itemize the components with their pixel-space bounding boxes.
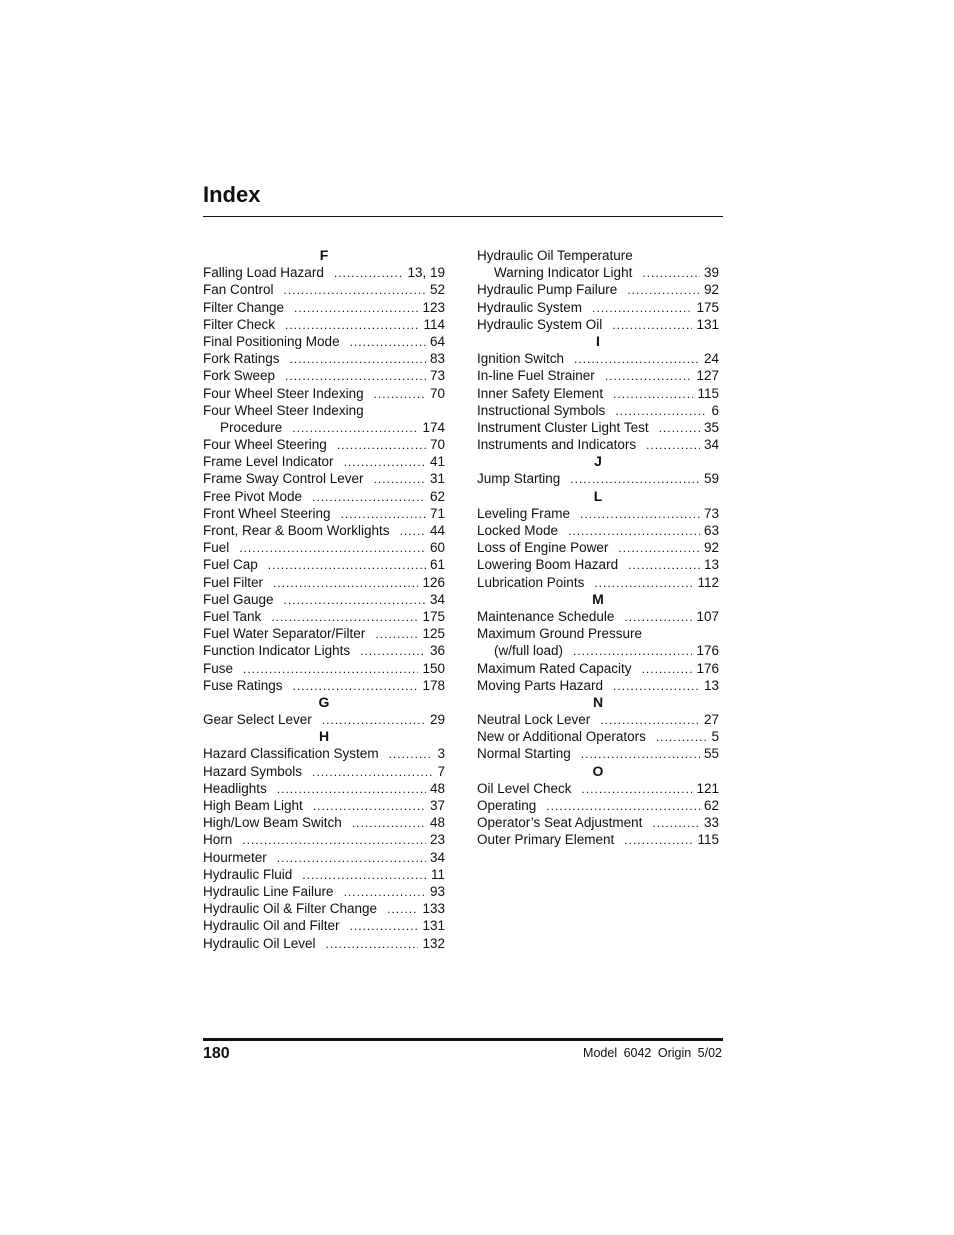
index-entry-page: 107 bbox=[696, 608, 719, 624]
index-entry bbox=[203, 660, 445, 677]
dot-leader bbox=[273, 575, 418, 592]
index-entry bbox=[203, 505, 445, 522]
index-entry-label: Fuel Water Separator/Filter bbox=[203, 626, 366, 642]
index-entry bbox=[203, 385, 445, 402]
index-entry bbox=[477, 385, 719, 402]
index-entry bbox=[203, 814, 445, 831]
index-entry-label: Jump Starting bbox=[477, 471, 561, 487]
index-entry-label: Operating bbox=[477, 798, 537, 813]
index-entry-page: 13, 19 bbox=[407, 265, 445, 281]
index-entry bbox=[203, 333, 445, 350]
dot-leader bbox=[277, 781, 426, 798]
index-entry-page: 48 bbox=[429, 780, 445, 796]
index-entry-label: Hydraulic Pump Failure bbox=[477, 282, 618, 298]
index-entry-label: Neutral Lock Lever bbox=[477, 712, 591, 728]
dot-leader bbox=[546, 798, 700, 815]
index-entry-page: 73 bbox=[703, 505, 719, 521]
index-entry-label: Ignition Switch bbox=[477, 351, 565, 367]
index-entry-page: 62 bbox=[703, 798, 719, 813]
dot-leader bbox=[581, 746, 700, 763]
index-entry-label: New or Additional Operators bbox=[477, 729, 646, 745]
index-entry-page: 33 bbox=[703, 815, 719, 831]
index-letter-heading: L bbox=[593, 487, 603, 504]
index-entry-page: 92 bbox=[703, 540, 719, 556]
dot-leader bbox=[613, 386, 693, 403]
index-entry-page: 112 bbox=[697, 574, 719, 590]
index-entry-page: 178 bbox=[422, 677, 445, 693]
index-entry-label: Hazard Symbols bbox=[203, 763, 303, 779]
dot-leader bbox=[627, 282, 700, 299]
dot-leader bbox=[374, 386, 426, 403]
index-entry-page: 93 bbox=[429, 883, 445, 899]
index-entry-page: 115 bbox=[697, 832, 719, 848]
index-entry-label: Fork Ratings bbox=[203, 351, 280, 367]
index-entry-label: Operator’s Seat Adjustment bbox=[477, 815, 643, 831]
index-entry bbox=[477, 814, 719, 831]
index-entry bbox=[477, 299, 719, 316]
dot-leader bbox=[618, 540, 700, 557]
dot-leader bbox=[389, 746, 434, 763]
index-entry bbox=[203, 453, 445, 470]
index-entry-page: 36 bbox=[429, 643, 445, 659]
dot-leader bbox=[387, 901, 418, 918]
index-entry bbox=[203, 849, 445, 866]
index-letter-heading: I bbox=[596, 332, 600, 349]
dot-leader bbox=[568, 523, 700, 540]
index-entry-label: Oil Level Check bbox=[477, 780, 572, 796]
index-entry-label: Headlights bbox=[203, 780, 267, 796]
index-entry bbox=[203, 488, 445, 505]
index-entry bbox=[203, 556, 445, 573]
index-entry bbox=[203, 264, 445, 281]
index-entry bbox=[477, 316, 719, 333]
index-entry bbox=[203, 539, 445, 556]
index-entry-label: Four Wheel Steer Indexing bbox=[203, 385, 364, 401]
index-entry-label: Function Indicator Lights bbox=[203, 643, 351, 659]
index-entry-page: 176 bbox=[696, 643, 719, 659]
index-entry bbox=[203, 625, 445, 642]
index-entry bbox=[477, 745, 719, 762]
index-entry bbox=[477, 797, 719, 814]
index-entry-label: Loss of Engine Power bbox=[477, 540, 609, 556]
index-entry-label: Fuse Ratings bbox=[203, 677, 283, 693]
index-letter-heading: H bbox=[318, 728, 330, 745]
index-entry-page: 29 bbox=[429, 712, 445, 728]
dot-leader bbox=[350, 918, 419, 935]
index-entry-page: 70 bbox=[429, 385, 445, 401]
index-entry-page: 175 bbox=[422, 608, 445, 624]
dot-leader bbox=[344, 454, 426, 471]
index-entry-label: Falling Load Hazard bbox=[203, 265, 324, 281]
index-entry-page: 115 bbox=[697, 385, 719, 401]
dot-leader bbox=[624, 609, 692, 626]
index-entry-page: 121 bbox=[696, 780, 719, 796]
index-entry bbox=[477, 402, 719, 419]
index-entry bbox=[203, 574, 445, 591]
dot-leader bbox=[659, 420, 700, 437]
index-entry bbox=[477, 367, 719, 384]
index-entry-page: 175 bbox=[696, 299, 719, 315]
index-entry-label: Hydraulic Line Failure bbox=[203, 883, 334, 899]
index-entry-label: Hydraulic Oil & Filter Change bbox=[203, 901, 378, 917]
index-entry bbox=[203, 299, 445, 316]
index-entry-label: Hydraulic System Oil bbox=[477, 316, 603, 332]
index-entry-label: Filter Check bbox=[203, 316, 276, 332]
index-entry-label: Four Wheel Steer Indexing bbox=[203, 402, 364, 418]
index-entry-page: 61 bbox=[429, 557, 445, 573]
index-entry-page: 48 bbox=[429, 815, 445, 831]
dot-leader bbox=[605, 368, 693, 385]
index-entry-label: Fuel bbox=[203, 540, 230, 556]
dot-leader bbox=[580, 506, 700, 523]
dot-leader bbox=[271, 609, 418, 626]
index-entry bbox=[477, 608, 719, 625]
index-entry bbox=[203, 608, 445, 625]
index-entry-label: Hydraulic Oil Level bbox=[203, 935, 316, 951]
index-entry bbox=[203, 883, 445, 900]
index-entry bbox=[477, 522, 719, 539]
index-entry-label: Front, Rear & Boom Worklights bbox=[203, 523, 390, 538]
index-entry bbox=[203, 763, 445, 780]
index-letter-heading: J bbox=[594, 453, 602, 470]
index-entry bbox=[203, 436, 445, 453]
index-entry bbox=[203, 522, 445, 539]
dot-leader bbox=[284, 592, 426, 609]
dot-leader bbox=[344, 884, 426, 901]
dot-leader bbox=[652, 815, 700, 832]
index-entry-page: 83 bbox=[429, 351, 445, 367]
index-entry-page: 24 bbox=[703, 351, 719, 367]
index-entry-page: 62 bbox=[429, 488, 445, 504]
index-entry-label: Gear Select Lever bbox=[203, 712, 312, 728]
index-letter-heading: M bbox=[592, 590, 604, 607]
page-number: 180 bbox=[203, 1045, 230, 1062]
index-letter-heading: G bbox=[318, 693, 330, 710]
dot-leader bbox=[612, 317, 692, 334]
dot-leader bbox=[322, 712, 426, 729]
index-entry-page: 34 bbox=[429, 849, 445, 865]
index-entry-label: Hydraulic Oil and Filter bbox=[203, 918, 340, 934]
index-entry-label: Hydraulic Fluid bbox=[203, 866, 293, 882]
index-entry bbox=[203, 711, 445, 728]
index-entry-page: 6 bbox=[711, 402, 719, 418]
index-entry bbox=[477, 660, 719, 677]
dot-leader bbox=[239, 540, 426, 557]
model-origin-text: Model 6042 Origin 5/02 bbox=[583, 1046, 722, 1060]
dot-leader bbox=[294, 300, 418, 317]
index-entry-page: 133 bbox=[422, 901, 445, 917]
index-entry-page: 131 bbox=[422, 918, 445, 934]
index-entry-page: 27 bbox=[703, 712, 719, 728]
dot-leader bbox=[302, 867, 427, 884]
index-entry-label: Warning Indicator Light bbox=[494, 265, 633, 281]
index-entry bbox=[477, 505, 719, 522]
index-entry-label: Maximum Rated Capacity bbox=[477, 660, 632, 676]
index-entry-label: Horn bbox=[203, 832, 233, 848]
index-entry-page: 59 bbox=[703, 471, 719, 487]
index-letter-heading: F bbox=[319, 247, 329, 263]
dot-leader bbox=[646, 437, 700, 454]
dot-leader bbox=[285, 368, 426, 385]
index-entry-label: Fan Control bbox=[203, 282, 274, 298]
dot-leader bbox=[613, 678, 700, 695]
dot-leader bbox=[284, 282, 426, 299]
index-entry-label: Procedure bbox=[220, 419, 283, 435]
index-entry-label: High/Low Beam Switch bbox=[203, 815, 342, 831]
index-entry-page: 5 bbox=[711, 729, 719, 745]
index-entry-label: Fuse bbox=[203, 660, 234, 676]
index-entry-label: Hydraulic System bbox=[477, 299, 583, 315]
index-entry bbox=[477, 574, 719, 591]
index-entry-label: Final Positioning Mode bbox=[203, 333, 340, 349]
index-entry-label: Fork Sweep bbox=[203, 368, 276, 384]
index-entry-page: 13 bbox=[703, 557, 719, 573]
index-entry-label: Hydraulic Oil Temperature bbox=[477, 248, 633, 263]
index-entry bbox=[203, 470, 445, 487]
index-entry-page: 31 bbox=[429, 471, 445, 487]
index-entry bbox=[203, 677, 445, 694]
index-entry bbox=[203, 350, 445, 367]
index-entry bbox=[477, 677, 719, 694]
index-entry bbox=[477, 436, 719, 453]
index-entry-label: Four Wheel Steering bbox=[203, 437, 327, 453]
dot-leader bbox=[292, 420, 418, 437]
index-entry-page: 123 bbox=[422, 299, 445, 315]
index-entry-page: 176 bbox=[696, 660, 719, 676]
index-entry bbox=[203, 780, 445, 797]
index-entry-page: 52 bbox=[429, 282, 445, 298]
index-entry bbox=[477, 419, 719, 436]
index-entry bbox=[203, 419, 445, 436]
dot-leader bbox=[594, 575, 693, 592]
page-title: Index bbox=[203, 182, 261, 207]
index-entry bbox=[477, 539, 719, 556]
index-entry-page: 125 bbox=[422, 626, 445, 642]
index-entry-label: Hourmeter bbox=[203, 849, 267, 865]
index-entry-page: 127 bbox=[696, 368, 719, 384]
index-entry-page: 3 bbox=[437, 746, 445, 762]
title-divider bbox=[203, 216, 723, 217]
index-entry-page: 174 bbox=[422, 419, 445, 435]
index-entry bbox=[203, 316, 445, 333]
index-entry bbox=[477, 728, 719, 745]
index-entry-label: Fuel Gauge bbox=[203, 591, 274, 607]
dot-leader bbox=[375, 626, 418, 643]
dot-leader bbox=[285, 317, 419, 334]
index-entry-label: Hazard Classification System bbox=[203, 746, 379, 762]
index-entry bbox=[477, 642, 719, 659]
dot-leader bbox=[570, 471, 700, 488]
index-entry bbox=[203, 745, 445, 762]
dot-leader bbox=[334, 265, 404, 282]
index-entry-page: 92 bbox=[703, 282, 719, 298]
index-entry-page: 64 bbox=[429, 333, 445, 349]
index-entry-page: 37 bbox=[429, 798, 445, 813]
index-entry-label: Locked Mode bbox=[477, 523, 559, 538]
index-entry bbox=[477, 711, 719, 728]
index-entry-label: Maintenance Schedule bbox=[477, 608, 615, 624]
dot-leader bbox=[400, 523, 426, 540]
dot-leader bbox=[350, 334, 426, 351]
index-entry bbox=[203, 917, 445, 934]
dot-leader bbox=[243, 661, 418, 678]
index-entry-label: Front Wheel Steering bbox=[203, 505, 331, 521]
dot-leader bbox=[290, 351, 426, 368]
index-entry-page: 73 bbox=[429, 368, 445, 384]
index-entry bbox=[477, 470, 719, 487]
index-entry-label: Normal Starting bbox=[477, 746, 571, 762]
footer-divider bbox=[203, 1038, 723, 1041]
dot-leader bbox=[592, 300, 692, 317]
index-entry-page: 60 bbox=[429, 540, 445, 556]
index-entry-page: 71 bbox=[429, 505, 445, 521]
index-entry-label: Lowering Boom Hazard bbox=[477, 557, 619, 573]
dot-leader bbox=[374, 471, 426, 488]
dot-leader bbox=[313, 798, 426, 815]
index-entry bbox=[477, 780, 719, 797]
index-entry-label: Fuel Cap bbox=[203, 557, 258, 573]
index-entry-page: 34 bbox=[703, 437, 719, 453]
dot-leader bbox=[624, 832, 693, 849]
dot-leader bbox=[326, 936, 419, 953]
dot-leader bbox=[312, 764, 433, 781]
index-entry-page: 23 bbox=[429, 832, 445, 848]
dot-leader bbox=[642, 661, 693, 678]
index-entry-page: 11 bbox=[430, 866, 445, 882]
index-entry-label: In-line Fuel Strainer bbox=[477, 368, 595, 384]
index-entry-label: Maximum Ground Pressure bbox=[477, 626, 643, 642]
index-entry-page: 55 bbox=[703, 746, 719, 762]
index-entry-page: 150 bbox=[422, 660, 445, 676]
index-entry-label: Frame Level Indicator bbox=[203, 454, 334, 470]
dot-leader bbox=[656, 729, 708, 746]
dot-leader bbox=[615, 403, 707, 420]
index-entry bbox=[203, 797, 445, 814]
index-entry bbox=[477, 281, 719, 298]
index-entry-page: 70 bbox=[429, 437, 445, 453]
index-entry-page: 7 bbox=[437, 763, 445, 779]
dot-leader bbox=[277, 850, 426, 867]
index-entry-page: 114 bbox=[423, 316, 445, 332]
index-entry bbox=[203, 642, 445, 659]
dot-leader bbox=[242, 832, 426, 849]
dot-leader bbox=[574, 351, 700, 368]
dot-leader bbox=[573, 643, 692, 660]
index-entry-label: Leveling Frame bbox=[477, 505, 571, 521]
index-entry bbox=[477, 264, 719, 281]
index-entry-page: 39 bbox=[703, 265, 719, 281]
dot-leader bbox=[337, 437, 426, 454]
index-entry-label: Instructional Symbols bbox=[477, 402, 606, 418]
dot-leader bbox=[352, 815, 426, 832]
index-entry-label: High Beam Light bbox=[203, 798, 303, 813]
index-entry-page: 44 bbox=[429, 523, 445, 538]
index-entry-label: Instruments and Indicators bbox=[477, 437, 637, 453]
index-entry-label: (w/full load) bbox=[494, 643, 564, 659]
index-letter-heading: O bbox=[592, 762, 604, 779]
index-entry-label: Inner Safety Element bbox=[477, 385, 604, 401]
index-entry bbox=[203, 281, 445, 298]
index-entry-label: Frame Sway Control Lever bbox=[203, 471, 364, 487]
index-entry-page: 35 bbox=[703, 419, 719, 435]
index-entry bbox=[477, 350, 719, 367]
index-entry-label: Moving Parts Hazard bbox=[477, 677, 604, 693]
index-column-right bbox=[477, 247, 719, 849]
index-entry-label: Free Pivot Mode bbox=[203, 488, 303, 504]
index-letter-heading: N bbox=[592, 693, 604, 710]
dot-leader bbox=[341, 506, 426, 523]
index-entry-page: 41 bbox=[429, 454, 445, 470]
index-entry bbox=[203, 900, 445, 917]
dot-leader bbox=[312, 489, 426, 506]
index-entry bbox=[203, 367, 445, 384]
index-entry bbox=[203, 935, 445, 952]
index-column-left bbox=[203, 247, 445, 952]
dot-leader bbox=[360, 643, 426, 660]
index-entry-page: 132 bbox=[422, 935, 445, 951]
index-entry-page: 13 bbox=[703, 677, 719, 693]
index-entry-page: 126 bbox=[422, 574, 445, 590]
index-entry bbox=[203, 591, 445, 608]
index-entry-page: 131 bbox=[696, 316, 719, 332]
index-entry-label: Lubrication Points bbox=[477, 574, 585, 590]
index-entry bbox=[477, 831, 719, 848]
index-entry-label: Fuel Filter bbox=[203, 574, 264, 590]
index-entry bbox=[203, 866, 445, 883]
index-entry-label: Outer Primary Element bbox=[477, 832, 615, 848]
index-entry-page: 34 bbox=[429, 591, 445, 607]
dot-leader bbox=[600, 712, 700, 729]
dot-leader bbox=[628, 557, 700, 574]
index-entry-label: Fuel Tank bbox=[203, 608, 262, 624]
dot-leader bbox=[642, 265, 700, 282]
dot-leader bbox=[582, 781, 693, 798]
index-entry-label: Filter Change bbox=[203, 299, 285, 315]
index-entry-page: 63 bbox=[703, 523, 719, 538]
index-entry bbox=[203, 831, 445, 848]
dot-leader bbox=[268, 557, 426, 574]
index-entry bbox=[477, 556, 719, 573]
index-entry-label: Instrument Cluster Light Test bbox=[477, 419, 649, 435]
dot-leader bbox=[293, 678, 419, 695]
